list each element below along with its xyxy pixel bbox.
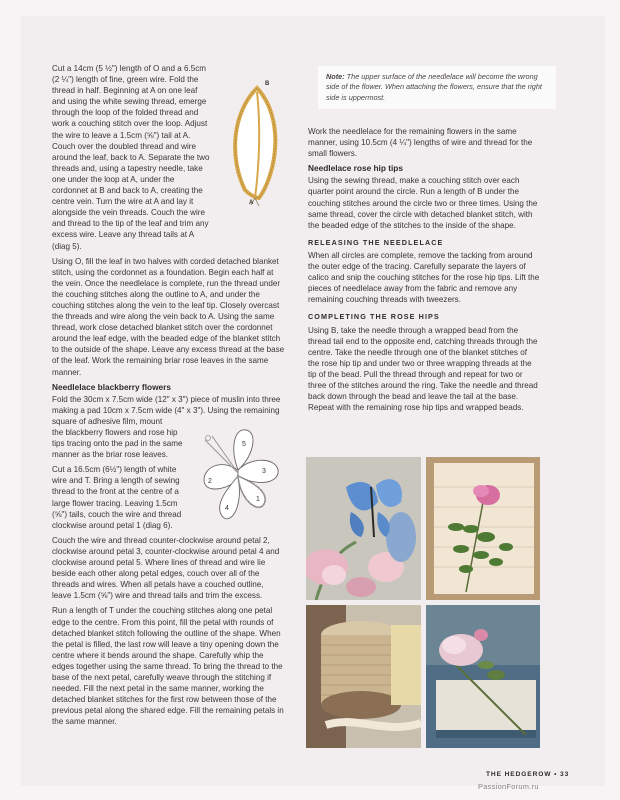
heading-completing: COMPLETING THE ROSE HIPS: [308, 312, 440, 322]
paragraph-fill-petals: Run a length of T under the couching stitches along one petal edge to the centre. From this point, fill the petal with rounds of detached blanket stitch following the outline of the shape. When the petal is filled, the last row will leave a tiny opening down the centre where it bends around the shape. Carefully whip the edges together using the same thread. To bring the thread to the base of the next petal, carefully weave through the stitching if needed. Fill the next petal in the same manner, working the detached blanket stitches for the first row between those of the previous petal along the shared edge. Fill the remaining petals in the same manner.: [52, 606, 284, 727]
photo-collage: [306, 457, 540, 748]
note-label: Note:: [326, 72, 345, 81]
page-footer: THE HEDGEROW • 33: [486, 771, 570, 778]
leaf-diagram: [227, 78, 285, 208]
photo-rose-on-book: [426, 605, 540, 748]
petal-label-5: 5: [242, 441, 246, 448]
paragraph-completing: Using B, take the needle through a wrapped bead from the thread tail end to the opposite end, catching threads through the centre. Take the needle through one of the blanket stitches of the rose hip tip and under two or three wrapping threads at the tip of the bead. Pull the thread through and repeat for two or three of the stitches around the ring. Take the needle and thread back down through the bead and leave the tail at the base. Repeat with the remaining rose hip tips and wrapped beads.: [308, 325, 538, 413]
flower-petal-diagram: [190, 418, 285, 528]
note-box: [318, 66, 556, 109]
photo-thread-spools: [306, 605, 421, 748]
right-column: [308, 126, 540, 417]
note-text: The upper surface of the needlelace will become the wrong side of the flower. When attaching the flowers, ensure that the right side is uppermost.: [326, 72, 542, 102]
leaf-label-a: A: [249, 200, 254, 206]
paragraph-leaf-intro: Cut a 14cm (5 ½") length of O and a 6.5cm (2 ¼") length of fine, green wire. Fold the thread in half. Beginning at A on one leaf and using the white sewing thread, emerge through the loop of the folded thread and work a couching stitch over the loop. Adjust the wire to leave a 1.5cm (⅝") tail at A. Couch over the doubled thread and wire around the leaf, back to A. Separate the two threads and, using a tapestry needle, take one under the loop at A, under the cordonnet at B and back to A, creating the centre vein. Turn the wire at A and lay it alongside the vein threads. Couch the wire and thread to the tip of the leaf and trim any excess wire. Leave any thread tails at A (diag 5).: [52, 64, 210, 251]
petal-label-2: 2: [208, 478, 212, 485]
heading-rose-hip-tips: Needlelace rose hip tips: [308, 163, 403, 174]
paragraph-couch-petals: Couch the wire and thread counter-clockwise around petal 2, clockwise around petal 3, counter-clockwise around petal 4 and clockwise around petal 5. Where lines of thread and wire lie beside each other along petal edges, couch over all of the threads and wires. When all petals have a couched outline, leave 1.5cm (⅝") wire and thread tails and trim the excess.: [52, 535, 280, 601]
petal-label-3: 3: [262, 468, 266, 475]
petal-label-1: 1: [256, 496, 260, 503]
paragraph-cut-wire: Cut a 16.5cm (6½") length of white wire and T. Bring a length of sewing thread to the front at the centre of a large flower tracing. Leaving 1.5cm (⅝") tails, couch the wire and thread clockwise around petal 1 (diag 6).: [52, 465, 182, 530]
heading-blackberry-flowers: Needlelace blackberry flowers: [52, 381, 171, 392]
heading-releasing: RELEASING THE NEEDLELACE: [308, 237, 444, 247]
photo-butterfly-embroidery: [306, 457, 421, 600]
paragraph-fill-leaf: Using O, fill the leaf in two halves with corded detached blanket stitch, using the cordonnet as a foundation. Begin each half at the vein. Once the needlelace is complete, run the thread under the couching stitches along the outline to A, and under the couching stitches along the vein to the leaf tip. Closely overcast the threads and wire along the vein back to A. Using the same thread, work close detached blanket stitch over the cordonnet around the leaf edge, with the beaded edge of the blanket stitch to the outside of the shape. Leave any excess thread at the base of the leaf. Work the remaining briar rose leaves in the same manner.: [52, 256, 285, 377]
paragraph-mount-tracing: the blackberry flowers and rose hip tips tracing onto the pad in the same manner as the briar rose leaves.: [52, 428, 183, 460]
paragraph-rose-hip-tips: Using the sewing thread, make a couching stitch over each quarter point around the circle. Run a length of B under the couching stitches around the circle two or three times. Using the same thread, cover the circle with detached blanket stitch, with the beaded edge of the stitches to the inside of the shape.: [308, 176, 538, 230]
paragraph-releasing: When all circles are complete, remove the tacking from around the outer edge of the tracing. Carefully separate the layers of calico and snip the couching stitches for the rose hip tips. Lift the pieces of needlelace away from the fabric and remove any remaining couching threads with tweezers.: [308, 250, 540, 305]
leaf-label-b: B: [265, 81, 270, 87]
watermark: PassionForum.ru: [478, 782, 539, 791]
photo-pressed-flowers: [426, 457, 540, 600]
paragraph-remaining-flowers: Work the needlelace for the remaining flowers in the same manner, using 10.5cm (4 ¼") lengths of wire and thread for the small flowers.: [308, 127, 533, 159]
paragraph-fold-muslin: Fold the 30cm x 7.5cm wide (12" x 3") piece of muslin into three making a pad 10cm x 7.5cm wide (4" x 3"). Using the remaining square of adhesive film, mount: [52, 394, 281, 426]
petal-label-4: 4: [225, 505, 229, 512]
